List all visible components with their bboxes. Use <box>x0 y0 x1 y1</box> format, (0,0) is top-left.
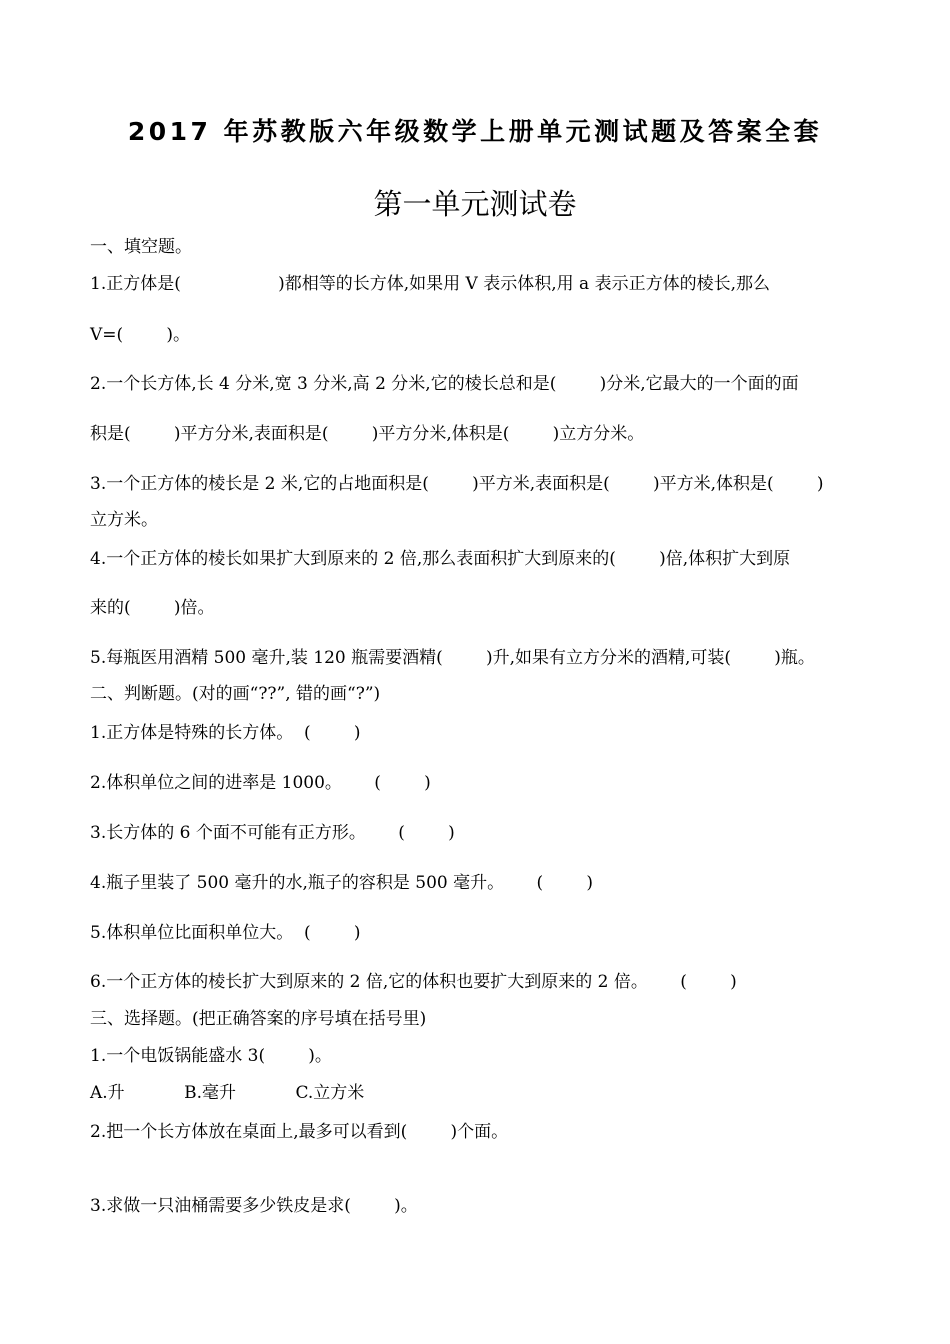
section-heading-fill-in: 一、填空题。 <box>90 237 192 257</box>
question-line: 积是( )平方分米,表面积是( )平方分米,体积是( )立方分米。 <box>90 424 645 444</box>
question-line: 3.一个正方体的棱长是 2 米,它的占地面积是( )平方米,表面积是( )平方米,体积是( ) <box>90 474 824 494</box>
question-line: 4.瓶子里装了 500 毫升的水,瓶子的容积是 500 毫升。 ( ) <box>90 873 594 893</box>
question-line: 2.一个长方体,长 4 分米,宽 3 分米,高 2 分米,它的棱长总和是( )分米,它最大的一个面的面 <box>90 374 799 394</box>
question-line: 1.一个电饭锅能盛水 3( )。 <box>90 1046 332 1066</box>
question-line: 3.求做一只油桶需要多少铁皮是求( )。 <box>90 1196 418 1216</box>
document-title: 2017 年苏教版六年级数学上册单元测试题及答案全套 <box>127 117 823 146</box>
question-line: 5.每瓶医用酒精 500 毫升,装 120 瓶需要酒精( )升,如果有立方分米的酒精,可装( )瓶。 <box>90 648 815 668</box>
question-line: 3.长方体的 6 个面不可能有正方形。 ( ) <box>90 823 455 843</box>
section-heading-multiple-choice: 三、选择题。(把正确答案的序号填在括号里) <box>90 1009 427 1029</box>
question-line: 6.一个正方体的棱长扩大到原来的 2 倍,它的体积也要扩大到原来的 2 倍。 ( ) <box>90 972 737 992</box>
question-line: 2.把一个长方体放在桌面上,最多可以看到( )个面。 <box>90 1122 509 1142</box>
unit-title: 第一单元测试卷 <box>373 187 577 221</box>
section-heading-true-false: 二、判断题。(对的画“??”, 错的画“?”) <box>90 684 381 704</box>
question-line: 4.一个正方体的棱长如果扩大到原来的 2 倍,那么表面积扩大到原来的( )倍,体积扩大到原 <box>90 549 791 569</box>
answer-options: A.升 B.毫升 C.立方米 <box>90 1083 365 1103</box>
question-line: 5.体积单位比面积单位大。 ( ) <box>90 923 361 943</box>
question-line: 来的( )倍。 <box>90 598 215 618</box>
question-line: 1.正方体是( )都相等的长方体,如果用 V 表示体积,用 a 表示正方体的棱长,那么 <box>90 274 770 294</box>
question-line: V=( )。 <box>90 325 191 345</box>
question-line: 2.体积单位之间的进率是 1000。 ( ) <box>90 773 431 793</box>
question-line: 1.正方体是特殊的长方体。 ( ) <box>90 723 361 743</box>
question-line: 立方米。 <box>90 510 158 530</box>
